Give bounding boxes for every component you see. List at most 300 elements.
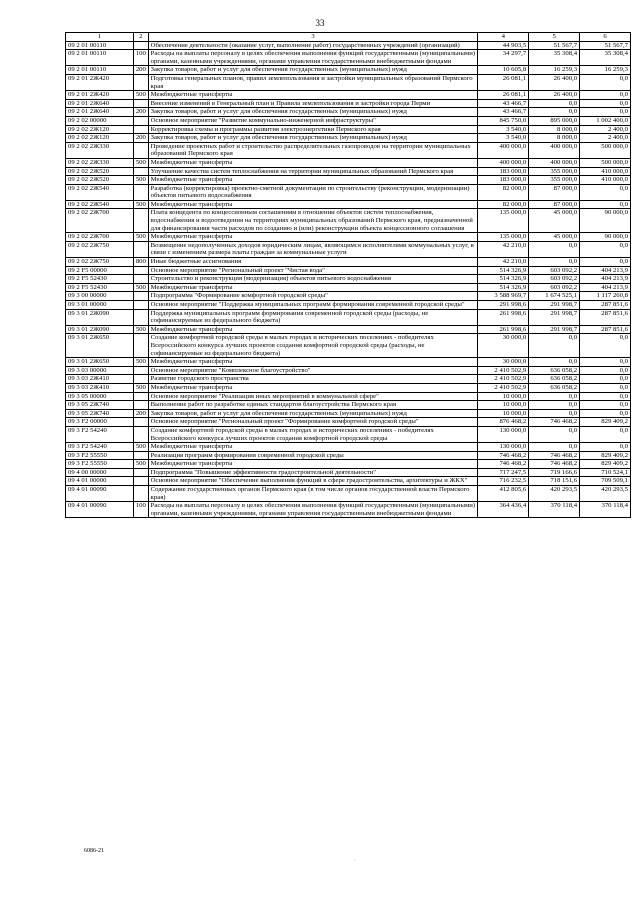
- table-row: [66, 50, 631, 66]
- table-row: [66, 418, 631, 427]
- table-row: [66, 233, 631, 242]
- target-article-code: 09 3 05 00000: [66, 392, 134, 401]
- target-article-code: 09 3 01 2Ж650: [66, 358, 134, 367]
- item-name: Создание комфортной городской среды в малых городах и исторических поселениях - победителях Всероссийского конкурса лучших проектов создания комфортной городской среды: [148, 426, 478, 442]
- expense-type-code: [133, 167, 148, 176]
- amount-col4: 10 000,0: [478, 392, 529, 401]
- expense-type-code: 200: [133, 66, 148, 75]
- table-row: [66, 325, 631, 334]
- table-row: [66, 116, 631, 125]
- item-name: Закупка товаров, работ и услуг для обеспечения государственных (муниципальных) нужд: [148, 134, 478, 143]
- amount-col5: 1 674 525,1: [529, 292, 580, 301]
- target-article-code: 09 2 02 2Ж750: [66, 241, 134, 257]
- expense-type-code: [133, 125, 148, 134]
- amount-col6: 404 213,9: [580, 266, 631, 275]
- item-name: Межбюджетные трансферты: [148, 325, 478, 334]
- target-article-code: 09 2 F5 52430: [66, 275, 134, 284]
- amount-col6: 2 400,0: [580, 125, 631, 134]
- expense-type-code: [133, 418, 148, 427]
- amount-col6: 287 851,6: [580, 325, 631, 334]
- amount-col6: 0,0: [580, 74, 631, 90]
- expense-type-code: 500: [133, 200, 148, 209]
- item-name: Основное мероприятие "Региональный проект "Чистая вода": [148, 266, 478, 275]
- amount-col5: 0,0: [529, 426, 580, 442]
- amount-col5: 400 000,0: [529, 158, 580, 167]
- amount-col6: 2 400,0: [580, 134, 631, 143]
- amount-col6: 16 259,3: [580, 66, 631, 75]
- target-article-code: 09 2 01 2Ж420: [66, 74, 134, 90]
- expense-type-code: 800: [133, 258, 148, 267]
- item-name: Подпрограмма "Формирование комфортной городской среды": [148, 292, 478, 301]
- amount-col4: 2 410 502,9: [478, 366, 529, 375]
- expense-type-code: 500: [133, 383, 148, 392]
- amount-col5: 0,0: [529, 358, 580, 367]
- amount-col6: 829 409,2: [580, 418, 631, 427]
- amount-col4: 845 750,0: [478, 116, 529, 125]
- target-article-code: 09 2 02 2Ж700: [66, 209, 134, 233]
- target-article-code: 09 2 01 2Ж640: [66, 108, 134, 117]
- item-name: Улучшение качества систем теплоснабжения на территории муниципальных образований Пермского края: [148, 167, 478, 176]
- expense-type-code: [133, 451, 148, 460]
- expense-type-code: [133, 366, 148, 375]
- expense-type-code: 100: [133, 502, 148, 518]
- table-row: [66, 134, 631, 143]
- amount-col4: 43 466,7: [478, 108, 529, 117]
- table-row: [66, 74, 631, 90]
- amount-col5: 636 058,2: [529, 366, 580, 375]
- amount-col5: 0,0: [529, 99, 580, 108]
- item-name: Основное мероприятие "Реализация иных мероприятий в коммунальной сфере": [148, 392, 478, 401]
- amount-col4: 746 468,2: [478, 451, 529, 460]
- amount-col5: 291 998,7: [529, 325, 580, 334]
- amount-col6: 500 000,0: [580, 158, 631, 167]
- amount-col4: 716 232,5: [478, 477, 529, 486]
- target-article-code: 09 2 02 2Ж120: [66, 134, 134, 143]
- amount-col5: 746 468,2: [529, 451, 580, 460]
- table-row: [66, 392, 631, 401]
- amount-col4: 30 000,0: [478, 334, 529, 358]
- document-code: 6086-21: [84, 848, 104, 854]
- table-row: [66, 142, 631, 158]
- amount-col4: 42 210,0: [478, 258, 529, 267]
- amount-col4: 10 000,0: [478, 409, 529, 418]
- table-row: [66, 266, 631, 275]
- amount-col4: 261 998,6: [478, 325, 529, 334]
- item-name: Строительство и реконструкция (модернизация) объектов питьевого водоснабжения: [148, 275, 478, 284]
- item-name: Поддержка муниципальных программ формирования современной городской среды (расходы, не софинансируемые из федерального бюджета): [148, 309, 478, 325]
- amount-col6: 287 851,6: [580, 301, 631, 310]
- amount-col4: 3 588 969,7: [478, 292, 529, 301]
- header-cell-2: 2: [133, 33, 148, 42]
- table-row: [66, 167, 631, 176]
- amount-col4: 44 903,5: [478, 41, 529, 50]
- amount-col4: 42 210,0: [478, 241, 529, 257]
- target-article-code: 09 4 01 00090: [66, 486, 134, 502]
- target-article-code: 09 2 02 2Ж330: [66, 158, 134, 167]
- expense-type-code: [133, 74, 148, 90]
- amount-col4: 514 326,9: [478, 283, 529, 292]
- budget-table: [65, 32, 631, 518]
- item-name: Расходы на выплаты персоналу в целях обеспечения выполнения функций государственными (муниципальными) органами, казенными учреждениями, органами управления государственными внебюджетными фондами: [148, 50, 478, 66]
- target-article-code: 09 3 01 00000: [66, 301, 134, 310]
- item-name: Подготовка генеральных планов, правил землепользования и застройки муниципальных образований Пермского края: [148, 74, 478, 90]
- item-name: Межбюджетные трансферты: [148, 158, 478, 167]
- item-name: Межбюджетные трансферты: [148, 358, 478, 367]
- item-name: Межбюджетные трансферты: [148, 383, 478, 392]
- amount-col4: 412 805,6: [478, 486, 529, 502]
- amount-col6: 0,0: [580, 392, 631, 401]
- expense-type-code: [133, 375, 148, 384]
- amount-col5: 87 000,0: [529, 200, 580, 209]
- amount-col4: 3 540,0: [478, 125, 529, 134]
- amount-col6: 410 000,0: [580, 167, 631, 176]
- table-header: [66, 33, 631, 42]
- amount-col5: 370 118,4: [529, 502, 580, 518]
- amount-col4: 82 000,0: [478, 184, 529, 200]
- amount-col4: 183 000,0: [478, 176, 529, 185]
- target-article-code: 09 3 01 2Ж650: [66, 334, 134, 358]
- item-name: Межбюджетные трансферты: [148, 91, 478, 100]
- amount-col4: 43 466,7: [478, 99, 529, 108]
- amount-col5: 746 468,2: [529, 460, 580, 469]
- item-name: Подпрограмма "Повышение эффективности градостроительной деятельности": [148, 468, 478, 477]
- item-name: Содержание государственных органов Пермского края (в том числе органов государственной власти Пермского края): [148, 486, 478, 502]
- expense-type-code: [133, 275, 148, 284]
- target-article-code: 09 2 01 00110: [66, 50, 134, 66]
- amount-col6: 829 409,2: [580, 451, 631, 460]
- table-row: [66, 91, 631, 100]
- item-name: Межбюджетные трансферты: [148, 200, 478, 209]
- target-article-code: 09 2 F5 52430: [66, 283, 134, 292]
- amount-col6: 500 000,0: [580, 142, 631, 158]
- expense-type-code: 500: [133, 358, 148, 367]
- amount-col5: 603 092,2: [529, 275, 580, 284]
- amount-col6: 0,0: [580, 91, 631, 100]
- amount-col6: 710 524,1: [580, 468, 631, 477]
- amount-col4: 26 081,1: [478, 91, 529, 100]
- amount-col5: 355 000,0: [529, 167, 580, 176]
- amount-col5: 355 000,0: [529, 176, 580, 185]
- amount-col5: 895 000,0: [529, 116, 580, 125]
- table-row: [66, 301, 631, 310]
- amount-col5: 603 092,2: [529, 283, 580, 292]
- amount-col4: 261 998,6: [478, 309, 529, 325]
- amount-col4: 876 468,2: [478, 418, 529, 427]
- amount-col5: 0,0: [529, 241, 580, 257]
- amount-col6: 0,0: [580, 184, 631, 200]
- amount-col5: 0,0: [529, 334, 580, 358]
- target-article-code: 09 3 F2 54240: [66, 443, 134, 452]
- expense-type-code: 500: [133, 91, 148, 100]
- amount-col4: 135 000,0: [478, 209, 529, 233]
- amount-col4: 3 540,0: [478, 134, 529, 143]
- table-row: [66, 477, 631, 486]
- amount-col5: 26 400,0: [529, 74, 580, 90]
- table-row: [66, 241, 631, 257]
- target-article-code: 09 2 01 00110: [66, 41, 134, 50]
- item-name: Корректировка схемы и программы развития электроэнергетики Пермского края: [148, 125, 478, 134]
- amount-col4: 514 326,9: [478, 266, 529, 275]
- table-row: [66, 358, 631, 367]
- amount-col4: 30 000,0: [478, 358, 529, 367]
- expense-type-code: [133, 41, 148, 50]
- amount-col5: 400 000,0: [529, 142, 580, 158]
- amount-col6: 0,0: [580, 241, 631, 257]
- table-row: [66, 108, 631, 117]
- table-row: [66, 258, 631, 267]
- table-row: [66, 176, 631, 185]
- table-row: [66, 125, 631, 134]
- amount-col4: 10 605,8: [478, 66, 529, 75]
- amount-col6: 1 117 260,8: [580, 292, 631, 301]
- amount-col4: 364 436,4: [478, 502, 529, 518]
- table-row: [66, 383, 631, 392]
- expense-type-code: [133, 468, 148, 477]
- amount-col5: 636 058,2: [529, 375, 580, 384]
- expense-type-code: [133, 99, 148, 108]
- amount-col4: 2 410 502,9: [478, 375, 529, 384]
- table-row: [66, 184, 631, 200]
- expense-type-code: [133, 209, 148, 233]
- amount-col6: 0,0: [580, 383, 631, 392]
- expense-type-code: [133, 392, 148, 401]
- amount-col4: 400 000,0: [478, 142, 529, 158]
- amount-col6: 0,0: [580, 200, 631, 209]
- table-row: [66, 309, 631, 325]
- header-cell-4: 4: [478, 33, 529, 42]
- amount-col6: 709 509,1: [580, 477, 631, 486]
- amount-col5: 291 998,7: [529, 309, 580, 325]
- amount-col5: 420 293,5: [529, 486, 580, 502]
- amount-col6: 35 308,4: [580, 50, 631, 66]
- table-row: [66, 375, 631, 384]
- amount-col6: 90 000,0: [580, 233, 631, 242]
- page-number: 33: [315, 18, 325, 28]
- expense-type-code: [133, 426, 148, 442]
- target-article-code: 09 2 01 00110: [66, 66, 134, 75]
- target-article-code: 09 3 03 2Ж410: [66, 383, 134, 392]
- header-cell-3: 3: [148, 33, 478, 42]
- expense-type-code: [133, 486, 148, 502]
- amount-col5: 636 058,2: [529, 383, 580, 392]
- target-article-code: 09 3 01 2Ж090: [66, 309, 134, 325]
- table-row: [66, 460, 631, 469]
- expense-type-code: 500: [133, 233, 148, 242]
- amount-col6: 0,0: [580, 409, 631, 418]
- target-article-code: 09 3 F2 55550: [66, 460, 134, 469]
- amount-col6: 1 002 400,0: [580, 116, 631, 125]
- table-row: [66, 292, 631, 301]
- amount-col6: 0,0: [580, 334, 631, 358]
- amount-col6: 420 293,5: [580, 486, 631, 502]
- table-row: [66, 409, 631, 418]
- table-row: [66, 451, 631, 460]
- amount-col5: 45 000,0: [529, 209, 580, 233]
- amount-col5: 0,0: [529, 409, 580, 418]
- expense-type-code: [133, 142, 148, 158]
- amount-col5: 35 308,4: [529, 50, 580, 66]
- amount-col5: 0,0: [529, 401, 580, 410]
- amount-col4: 135 000,0: [478, 233, 529, 242]
- item-name: Возмещение недополученных доходов юридическим лицам, являющимся исполнителями коммунальных услуг, в связи с изменением размера платы граждан за коммунальные услуги: [148, 241, 478, 257]
- expense-type-code: [133, 184, 148, 200]
- item-name: Основное мероприятие "Поддержка муниципальных программ формирования современной городской среды": [148, 301, 478, 310]
- amount-col5: 291 998,7: [529, 301, 580, 310]
- item-name: Реализация программ формирования современной городской среды: [148, 451, 478, 460]
- header-row: [66, 33, 631, 42]
- target-article-code: 09 2 02 2Ж520: [66, 176, 134, 185]
- expense-type-code: [133, 309, 148, 325]
- target-article-code: 09 2 02 2Ж540: [66, 184, 134, 200]
- amount-col4: 717 247,5: [478, 468, 529, 477]
- amount-col4: 26 081,1: [478, 74, 529, 90]
- amount-col5: 16 259,3: [529, 66, 580, 75]
- amount-col5: 718 151,6: [529, 477, 580, 486]
- table-row: [66, 99, 631, 108]
- amount-col6: 90 000,0: [580, 209, 631, 233]
- target-article-code: 09 3 F2 55550: [66, 451, 134, 460]
- amount-col4: 400 000,0: [478, 158, 529, 167]
- amount-col4: 291 998,6: [478, 301, 529, 310]
- table-row: [66, 275, 631, 284]
- table-row: [66, 66, 631, 75]
- amount-col4: 10 000,0: [478, 401, 529, 410]
- target-article-code: 09 2 02 2Ж750: [66, 258, 134, 267]
- target-article-code: 09 2 02 2Ж520: [66, 167, 134, 176]
- table-row: [66, 283, 631, 292]
- expense-type-code: 200: [133, 134, 148, 143]
- target-article-code: 09 3 F2 00000: [66, 418, 134, 427]
- amount-col6: 404 213,9: [580, 275, 631, 284]
- expense-type-code: 200: [133, 409, 148, 418]
- item-name: Внесение изменений в Генеральный план и Правила землепользования и застройки города Перми: [148, 99, 478, 108]
- table-body: [66, 41, 631, 518]
- table-row: [66, 426, 631, 442]
- amount-col6: 370 118,4: [580, 502, 631, 518]
- amount-col4: 82 000,0: [478, 200, 529, 209]
- target-article-code: 09 2 02 2Ж700: [66, 233, 134, 242]
- amount-col6: 51 567,7: [580, 41, 631, 50]
- target-article-code: 09 2 02 2Ж330: [66, 142, 134, 158]
- expense-type-code: [133, 266, 148, 275]
- target-article-code: 09 2 01 2Ж420: [66, 91, 134, 100]
- header-cell-6: 6: [580, 33, 631, 42]
- amount-col6: 404 213,9: [580, 283, 631, 292]
- amount-col4: 130 000,0: [478, 443, 529, 452]
- header-cell-1: 1: [66, 33, 134, 42]
- amount-col6: 0,0: [580, 443, 631, 452]
- amount-col4: 2 410 502,9: [478, 383, 529, 392]
- amount-col6: 0,0: [580, 99, 631, 108]
- table-row: [66, 443, 631, 452]
- table-row: [66, 502, 631, 518]
- target-article-code: 09 4 01 00000: [66, 477, 134, 486]
- amount-col4: 183 000,0: [478, 167, 529, 176]
- table-row: [66, 41, 631, 50]
- amount-col6: 0,0: [580, 401, 631, 410]
- item-name: Выполнение работ по разработке единых стандартов благоустройства Пермского края: [148, 401, 478, 410]
- table-row: [66, 486, 631, 502]
- item-name: Закупка товаров, работ и услуг для обеспечения государственных (муниципальных) нужд: [148, 409, 478, 418]
- amount-col6: 0,0: [580, 375, 631, 384]
- target-article-code: 09 3 03 00000: [66, 366, 134, 375]
- scan-mark: ·: [354, 858, 356, 864]
- amount-col5: 0,0: [529, 392, 580, 401]
- target-article-code: 09 4 01 00090: [66, 502, 134, 518]
- target-article-code: 09 3 F2 54240: [66, 426, 134, 442]
- amount-col6: 0,0: [580, 258, 631, 267]
- target-article-code: 09 2 02 00000: [66, 116, 134, 125]
- amount-col6: 0,0: [580, 366, 631, 375]
- item-name: Развитие городского пространства: [148, 375, 478, 384]
- amount-col6: 829 409,2: [580, 460, 631, 469]
- expense-type-code: 500: [133, 158, 148, 167]
- expense-type-code: [133, 334, 148, 358]
- expense-type-code: [133, 401, 148, 410]
- target-article-code: 09 2 F5 00000: [66, 266, 134, 275]
- item-name: Иные бюджетные ассигнования: [148, 258, 478, 267]
- table-row: [66, 158, 631, 167]
- target-article-code: 09 2 02 2Ж120: [66, 125, 134, 134]
- amount-col6: 0,0: [580, 426, 631, 442]
- expense-type-code: [133, 477, 148, 486]
- item-name: Расходы на выплаты персоналу в целях обеспечения выполнения функций государственными (муниципальными) органами, казенными учреждениями, органами управления государственными внебюджетными фондами: [148, 502, 478, 518]
- expense-type-code: 500: [133, 176, 148, 185]
- amount-col4: 746 468,2: [478, 460, 529, 469]
- target-article-code: 09 4 00 00000: [66, 468, 134, 477]
- target-article-code: 09 3 05 2Ж740: [66, 401, 134, 410]
- amount-col5: 603 092,2: [529, 266, 580, 275]
- amount-col6: 287 851,6: [580, 309, 631, 325]
- table-row: [66, 366, 631, 375]
- expense-type-code: 500: [133, 460, 148, 469]
- amount-col5: 0,0: [529, 258, 580, 267]
- target-article-code: 09 3 00 00000: [66, 292, 134, 301]
- item-name: Основное мероприятие "Развитие коммунально-инженерной инфраструктуры": [148, 116, 478, 125]
- item-name: Обеспечение деятельности (оказание услуг, выполнение работ) государственных учреждений (организаций): [148, 41, 478, 50]
- expense-type-code: [133, 116, 148, 125]
- amount-col5: 8 000,0: [529, 125, 580, 134]
- amount-col6: 0,0: [580, 358, 631, 367]
- amount-col5: 26 400,0: [529, 91, 580, 100]
- table-row: [66, 334, 631, 358]
- item-name: Межбюджетные трансферты: [148, 233, 478, 242]
- amount-col5: 45 000,0: [529, 233, 580, 242]
- expense-type-code: [133, 292, 148, 301]
- item-name: Создание комфортной городской среды в малых городах и исторических поселениях - победителях Всероссийского конкурса лучших проектов создания комфортной городской среды (расходы, не софинансируемые из федерального бюджета): [148, 334, 478, 358]
- amount-col5: 0,0: [529, 443, 580, 452]
- amount-col5: 719 166,6: [529, 468, 580, 477]
- expense-type-code: 500: [133, 325, 148, 334]
- item-name: Закупка товаров, работ и услуг для обеспечения государственных (муниципальных) нужд: [148, 108, 478, 117]
- table-row: [66, 209, 631, 233]
- expense-type-code: 500: [133, 443, 148, 452]
- table-row: [66, 401, 631, 410]
- item-name: Межбюджетные трансферты: [148, 460, 478, 469]
- amount-col6: 410 000,0: [580, 176, 631, 185]
- amount-col4: 34 297,7: [478, 50, 529, 66]
- target-article-code: 09 2 01 2Ж640: [66, 99, 134, 108]
- amount-col6: 0,0: [580, 108, 631, 117]
- item-name: Плата концедента по концессионным соглашениям в отношении объектов систем теплоснабжения, водоснабжения и водоотведения на территориях муниципальных образований Пермского края, предназначенной для финансирования части расходов по созданию и (или) реконструкции объекта концессионного соглашения: [148, 209, 478, 233]
- expense-type-code: 100: [133, 50, 148, 66]
- table-row: [66, 200, 631, 209]
- amount-col4: 514 326,9: [478, 275, 529, 284]
- amount-col5: 8 000,0: [529, 134, 580, 143]
- item-name: Проведение проектных работ и строительство распределительных газопроводов на территории муниципальных образований Пермского края: [148, 142, 478, 158]
- amount-col5: 746 468,2: [529, 418, 580, 427]
- expense-type-code: 500: [133, 283, 148, 292]
